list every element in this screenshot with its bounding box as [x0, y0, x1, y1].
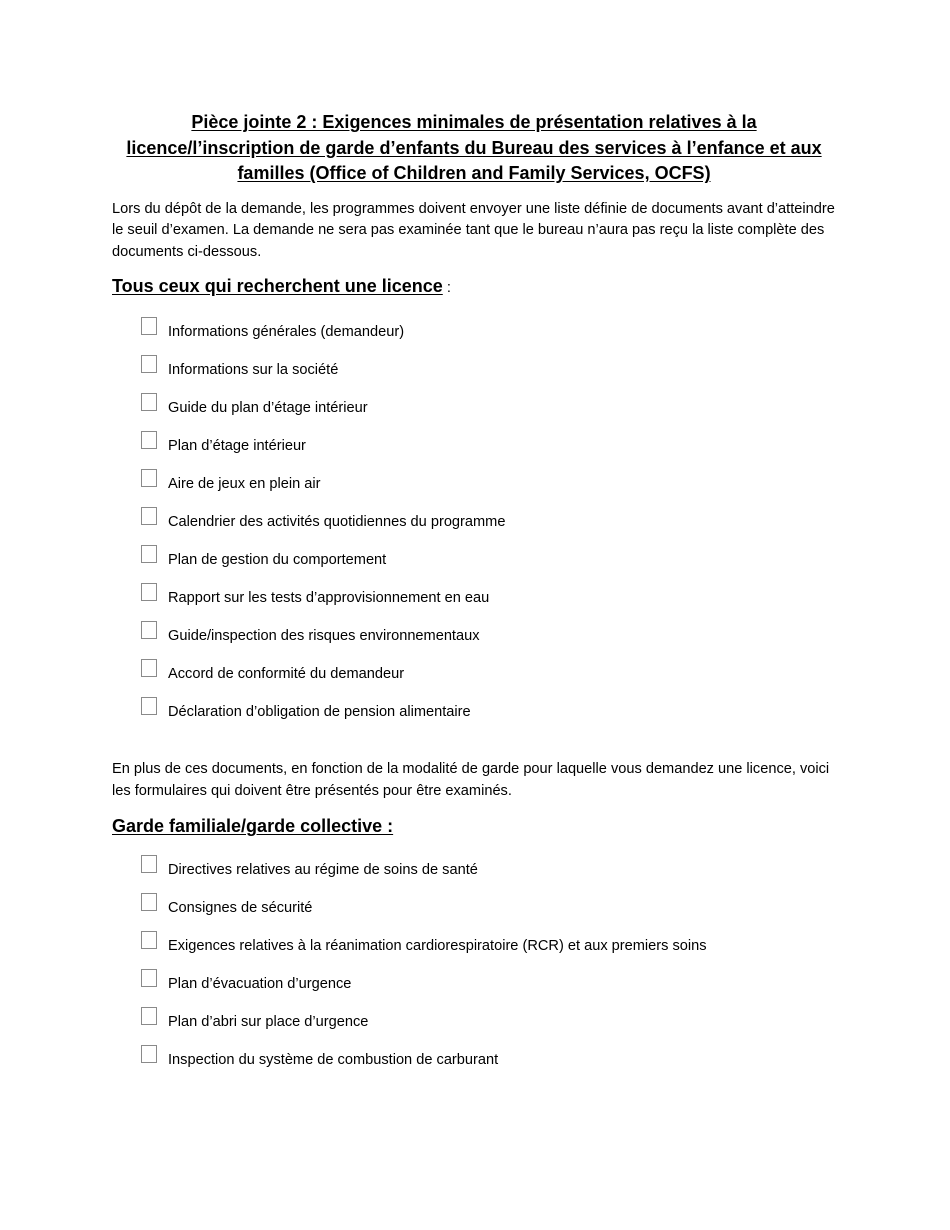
checklist-item [141, 393, 836, 431]
checkbox[interactable] [141, 431, 157, 449]
checklist-item-label: Déclaration d’obligation de pension alimentaire [168, 704, 471, 720]
checklist-item [141, 583, 836, 621]
checklist-item [141, 969, 836, 1007]
checklist-item [141, 659, 836, 697]
section-heading-family-care [112, 814, 836, 838]
checklist-item-label: Guide du plan d’étage intérieur [168, 400, 368, 416]
middle-paragraph: En plus de ces documents, en fonction de la modalité de garde pour laquelle vous demandez une licence, voici les formulaires qui doivent être présentés pour être examinés. [112, 761, 830, 799]
checkbox[interactable] [141, 469, 157, 487]
title-line-2: licence/l’inscription de garde d’enfants du Bureau des services à l’enfance et aux [126, 137, 822, 158]
checkbox[interactable] [141, 1045, 157, 1063]
checklist-item-label: Consignes de sécurité [168, 900, 313, 916]
checkbox[interactable] [141, 855, 157, 873]
checklist-item-label: Guide/inspection des risques environnementaux [168, 628, 480, 644]
checklist-item-label: Informations générales (demandeur) [168, 324, 405, 340]
checklist-item [141, 469, 836, 507]
title-line-3: familles (Office of Children and Family Services, OCFS) [237, 163, 711, 183]
checklist-item [141, 855, 836, 893]
checklist-item [141, 1045, 836, 1083]
licence-checklist [112, 317, 836, 735]
checklist-item [141, 317, 836, 355]
document-page [112, 110, 836, 1083]
checklist-item-label: Plan d’évacuation d’urgence [168, 976, 352, 992]
checkbox[interactable] [141, 621, 157, 639]
intro-paragraph: Lors du dépôt de la demande, les programmes doivent envoyer une liste définie de documents avant d’atteindre le seuil d’examen. La demande ne sera pas examinée tant que le bureau n’aura pas reçu la liste complète des documents ci-dessous. [112, 200, 835, 260]
checkbox[interactable] [141, 697, 157, 715]
family-care-checklist [112, 855, 836, 1083]
checkbox[interactable] [141, 893, 157, 911]
section-heading-licence [112, 274, 836, 300]
document-title [112, 110, 836, 187]
section-heading-licence-text: Tous ceux qui recherchent une licence [112, 276, 443, 296]
checklist-item-label: Rapport sur les tests d’approvisionnement en eau [168, 590, 490, 606]
checkbox[interactable] [141, 545, 157, 563]
checklist-item-label: Accord de conformité du demandeur [168, 666, 405, 682]
checkbox[interactable] [141, 355, 157, 373]
checkbox[interactable] [141, 583, 157, 601]
checklist-item-label: Exigences relatives à la réanimation cardiorespiratoire (RCR) et aux premiers soins [168, 938, 707, 954]
checklist-item [141, 545, 836, 583]
checkbox[interactable] [141, 507, 157, 525]
checklist-item-label: Directives relatives au régime de soins de santé [168, 862, 478, 878]
checkbox[interactable] [141, 1007, 157, 1025]
checklist-item-label: Calendrier des activités quotidiennes du programme [168, 514, 506, 530]
checklist-item-label: Plan de gestion du comportement [168, 552, 387, 568]
checklist-item [141, 893, 836, 931]
checklist-item-label: Inspection du système de combustion de carburant [168, 1052, 499, 1068]
checklist-item [141, 431, 836, 469]
section-heading-family-care-text: Garde familiale/garde collective : [112, 816, 394, 836]
checklist-item [141, 507, 836, 545]
checkbox[interactable] [141, 931, 157, 949]
section-heading-licence-colon: : [442, 280, 451, 296]
checklist-item-label: Aire de jeux en plein air [168, 476, 321, 492]
checkbox[interactable] [141, 393, 157, 411]
checklist-item [141, 355, 836, 393]
checkbox[interactable] [141, 969, 157, 987]
checklist-item-label: Plan d’abri sur place d’urgence [168, 1014, 369, 1030]
checklist-item [141, 697, 836, 735]
checkbox[interactable] [141, 659, 157, 677]
checklist-item [141, 1007, 836, 1045]
checklist-item-label: Plan d’étage intérieur [168, 438, 306, 454]
title-line-1: Pièce jointe 2 : Exigences minimales de présentation relatives à la [191, 112, 757, 132]
checkbox[interactable] [141, 317, 157, 335]
checklist-item [141, 621, 836, 659]
checklist-item [141, 931, 836, 969]
checklist-item-label: Informations sur la société [168, 362, 339, 378]
